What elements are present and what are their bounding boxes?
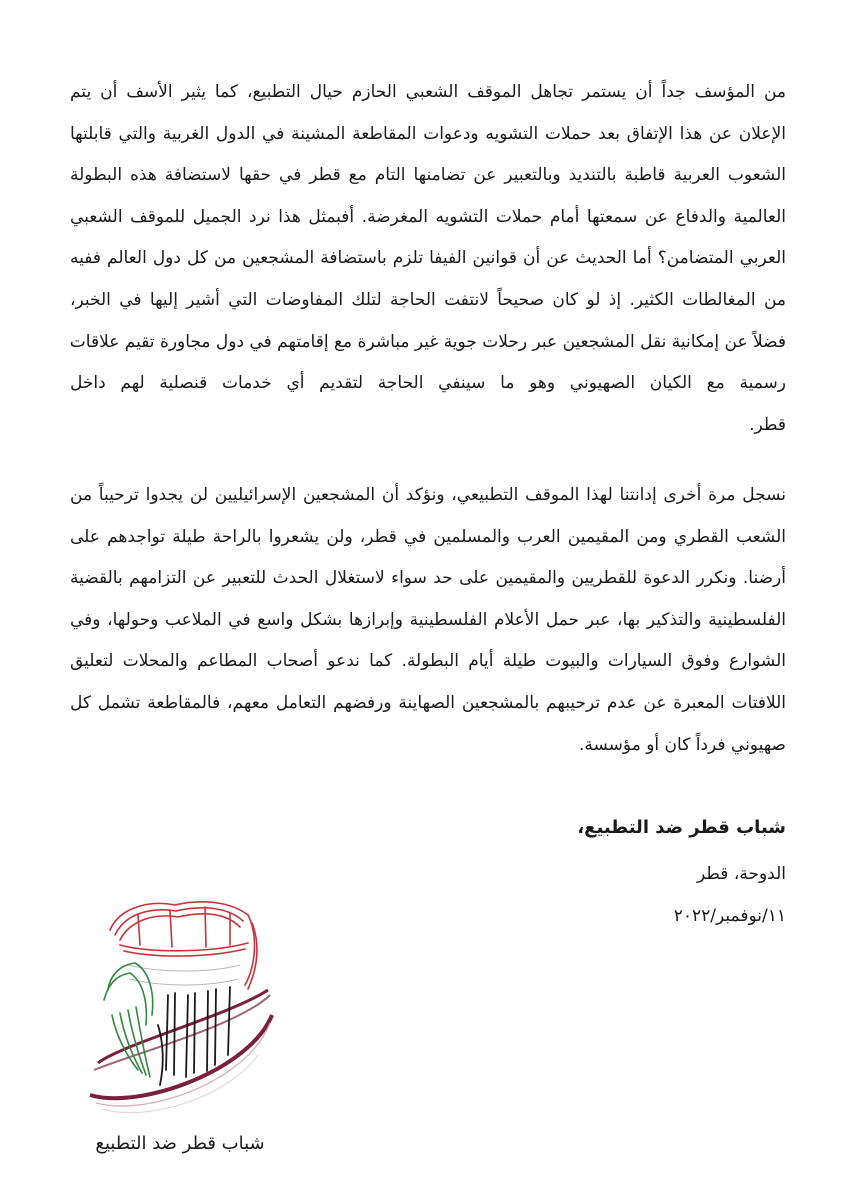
paragraph-1-line: العربي المتضامن؟ أما الحديث عن أن قوانين الفيفا تلزم باستضافة المشجعين من كل دول العالم ففيه bbox=[70, 248, 786, 269]
paragraph-1-line: من المؤسف جداً أن يستمر تجاهل الموقف الشعبي الحازم حيال التطبيع، كما يثير الأسف أن يتم bbox=[70, 82, 786, 102]
signature-date: ١١/نوفمبر/٢٠٢٢ bbox=[673, 906, 786, 926]
paragraph-1-line: رسمية مع الكيان الصهيوني وهو ما سينفي الحاجة لتقديم أي خدمات قنصلية لهم داخل bbox=[70, 373, 786, 394]
paragraph-1-line: فضلاً عن إمكانية نقل المشجعين عبر رحلات جوية غير مباشرة مع إقامتهم في دول مجاورة تقيم علاقات bbox=[70, 331, 786, 352]
paragraph-2-line: أرضنا. ونكرر الدعوة للقطريين والمقيمين على حد سواء لاستغلال الحدث للتعبير عن التزامهم بالقضية bbox=[70, 568, 786, 589]
raised-fist-logo-icon bbox=[80, 895, 280, 1135]
paragraph-2-line: صهيوني فرداً كان أو مؤسسة. bbox=[578, 734, 786, 755]
signature-city: الدوحة، قطر bbox=[696, 864, 786, 884]
paragraph-1-line: من المغالطات الكثير. إذ لو كان صحيحاً لانتفت الحاجة لتلك المفاوضات التي أشير إليها في الخبر، bbox=[70, 289, 786, 310]
paragraph-1-line: الإعلان عن هذا الإتفاق بعد حملات التشويه ودعوات المقاطعة المشينة في الدول الغربية والتي قابلتها bbox=[70, 123, 786, 144]
paragraph-1-line: الشعوب العربية قاطبة بالتنديد وبالتعبير عن تضامنها التام مع قطر في حقها لاستضافة هذه البطولة bbox=[70, 165, 786, 186]
signature-name: شباب قطر ضد التطبيع، bbox=[577, 817, 786, 838]
paragraph-1-line: قطر. bbox=[749, 414, 786, 435]
paragraph-1 bbox=[70, 72, 786, 446]
paragraph-2-line: اللافتات المعبرة عن عدم ترحيبهم بالمشجعين الصهاينة ورفضهم التعامل معهم، فالمقاطعة تشمل كل bbox=[70, 692, 786, 713]
paragraph-2-line: الفلسطينية والتذكير بها، عبر حمل الأعلام الفلسطينية وإبرازها بشكل واسع في الملاعب وحولها، وفي bbox=[70, 609, 786, 630]
logo-caption: شباب قطر ضد التطبيع bbox=[95, 1133, 265, 1154]
paragraph-2-line: الشوارع وفوق السيارات والبيوت طيلة أيام البطولة. كما ندعو أصحاب المطاعم والمحلات لتعليق bbox=[70, 651, 786, 672]
paragraph-2-line: الشعب القطري ومن المقيمين العرب والمسلمين في قطر، ولن يشعروا بالراحة طيلة تواجدهم على bbox=[70, 526, 786, 547]
paragraph-2-line: نسجل مرة أخرى إدانتنا لهذا الموقف التطبيعي، ونؤكد أن المشجعين الإسرائيليين لن يجدوا ترحيباً من bbox=[70, 485, 786, 505]
organization-logo bbox=[80, 895, 280, 1185]
paragraph-2 bbox=[70, 475, 786, 766]
paragraph-1-line: العالمية والدفاع عن سمعتها أمام حملات التشويه المغرضة. أفبمثل هذا نرد الجميل للموقف الشعبي bbox=[70, 206, 786, 227]
